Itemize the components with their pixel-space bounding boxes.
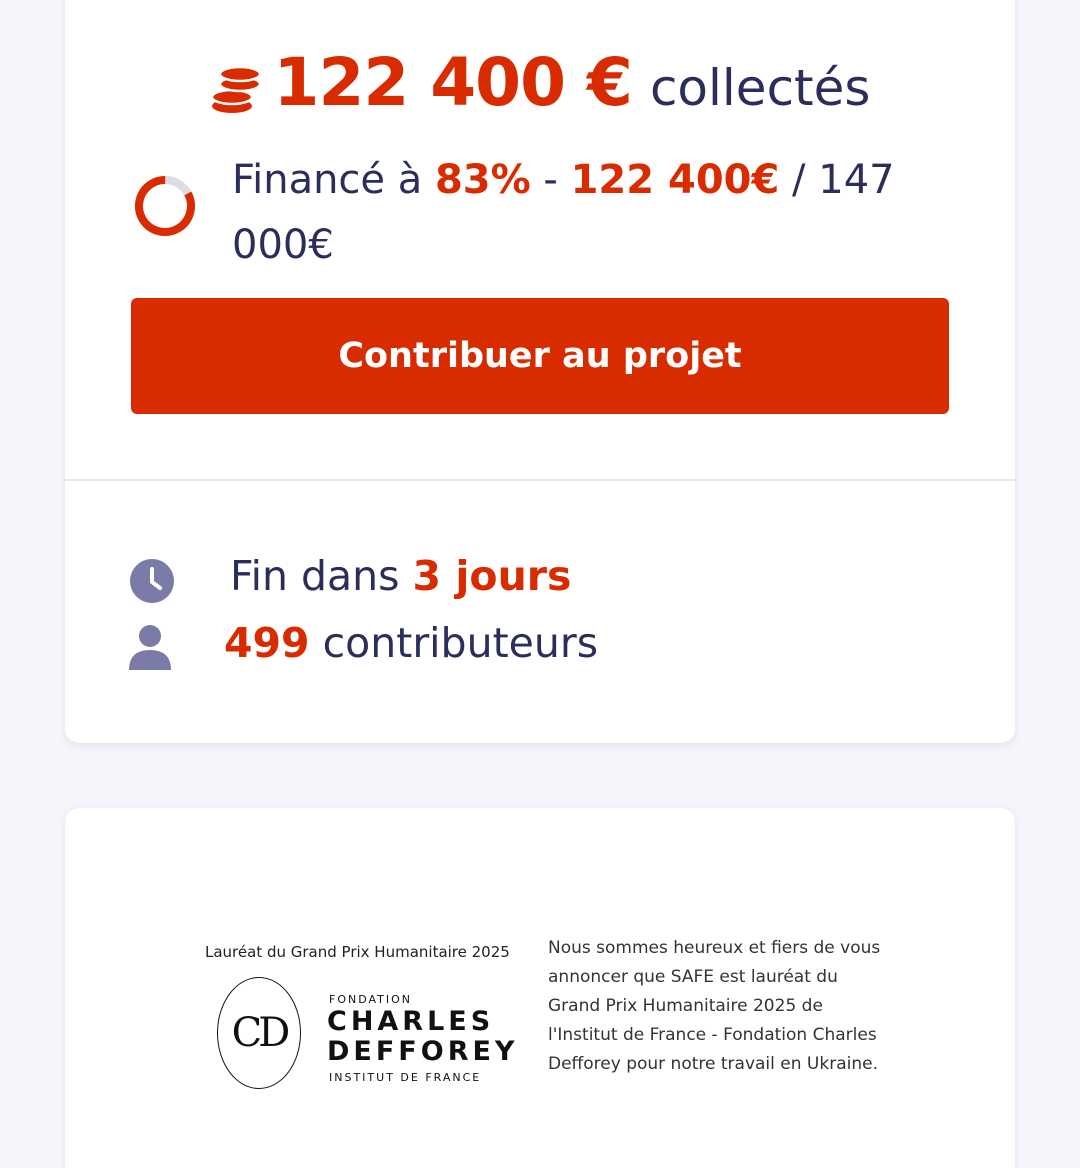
end-countdown <box>230 552 571 600</box>
progress-ring-icon <box>133 174 197 238</box>
funded-separator: - <box>530 157 571 203</box>
contributors-value: 499 <box>224 619 310 667</box>
funded-percent: 83% <box>434 157 531 203</box>
foundation-label: FONDATION <box>329 993 413 1006</box>
foundation-name-line1: CHARLES <box>327 1006 495 1037</box>
collected-summary <box>65 44 1015 121</box>
collected-amount: 122 400 € <box>273 44 632 121</box>
foundation-logo <box>205 943 519 1103</box>
monogram-emblem <box>217 977 301 1089</box>
laureate-announcement: Nous sommes heureux et fiers de vous annoncer que SAFE est lauréat du Grand Prix Humanitaire 2025 de l'Institut de France - Fondation Charles Defforey pour notre travail en Ukraine. <box>548 938 881 1074</box>
user-icon <box>129 624 171 670</box>
contributors-label: contributeurs <box>309 619 599 667</box>
funded-prefix: Financé à <box>232 157 435 203</box>
foundation-institute: INSTITUT DE FRANCE <box>329 1071 482 1084</box>
laureate-card <box>65 808 1015 1168</box>
collected-label: collectés <box>649 59 871 117</box>
end-prefix: Fin dans <box>230 552 413 600</box>
foundation-name-line2: DEFFOREY <box>327 1036 519 1067</box>
coins-icon <box>210 62 262 118</box>
clock-icon <box>129 558 175 604</box>
contribute-button[interactable]: Contribuer au projet <box>131 298 949 414</box>
goal-amount: / 147 000€ <box>232 157 895 268</box>
end-value: 3 jours <box>412 552 572 600</box>
contributors-count <box>224 619 598 667</box>
card-divider <box>65 479 1015 481</box>
award-title: Lauréat du Grand Prix Humanitaire 2025 <box>205 943 510 961</box>
foundation-name <box>327 1007 518 1067</box>
funding-progress-text <box>232 148 912 278</box>
monogram-text: CD <box>231 1010 287 1056</box>
raised-amount: 122 400€ <box>570 157 780 203</box>
funding-card <box>65 0 1015 743</box>
